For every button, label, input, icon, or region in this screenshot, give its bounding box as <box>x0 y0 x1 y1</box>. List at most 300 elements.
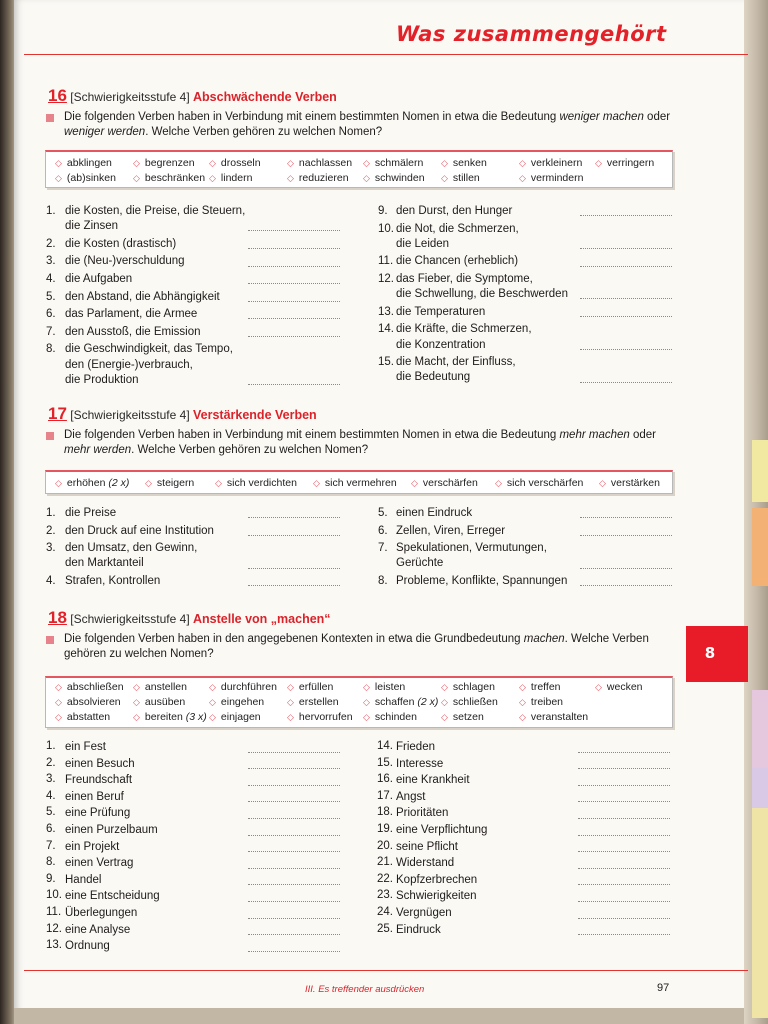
item-number: 8. <box>46 856 56 869</box>
edge-tab-yellow <box>752 440 768 502</box>
item-number: 5. <box>46 806 56 819</box>
item-text: die Aufgaben <box>65 273 133 285</box>
item-text: eine Analyse <box>65 923 131 936</box>
instruction-text: Die folgenden Verben haben in den angegebenen Kontexten in etwa die Grundbedeutung machen. Welche Verben gehören zu welchen Nomen? <box>64 633 649 660</box>
diamond-bullet-icon: ◇ <box>363 173 370 183</box>
list-item <box>378 322 672 352</box>
list-item <box>377 805 670 822</box>
word-option: ◇ sich verschärfen <box>495 477 584 489</box>
item-text: das Parlament, die Armee <box>65 308 198 321</box>
exercise-heading <box>48 404 317 424</box>
chapter-number: 8 <box>704 644 716 662</box>
answer-blank[interactable] <box>580 516 672 518</box>
list-item <box>46 922 340 939</box>
answer-blank[interactable] <box>578 800 670 802</box>
diamond-bullet-icon: ◇ <box>133 697 140 707</box>
answer-blank[interactable] <box>580 297 672 299</box>
answer-blank[interactable] <box>578 817 670 819</box>
item-text: den Ausstoß, die Emission <box>65 325 201 338</box>
diamond-bullet-icon: ◇ <box>441 697 448 707</box>
word-option: ◇ abklingen <box>55 157 112 169</box>
edge-tab-pink <box>752 690 768 768</box>
answer-blank[interactable] <box>578 883 670 885</box>
item-number: 10. <box>378 222 394 235</box>
item-number: 11. <box>378 255 394 268</box>
diamond-bullet-icon: ◇ <box>55 682 62 692</box>
footer-section-title: III. Es treffender ausdrücken <box>305 984 425 995</box>
list-item <box>46 237 340 252</box>
diamond-bullet-icon: ◇ <box>595 158 602 168</box>
item-number: 7. <box>378 542 388 555</box>
diamond-bullet-icon: ◇ <box>363 697 370 707</box>
list-item <box>46 739 340 756</box>
item-text: Zellen, Viren, Erreger <box>396 524 506 537</box>
item-number: 8. <box>378 575 388 587</box>
answer-blank[interactable] <box>248 584 340 586</box>
item-number: 3. <box>46 773 56 786</box>
item-number: 1. <box>46 740 56 752</box>
diamond-bullet-icon: ◇ <box>55 712 62 722</box>
list-item <box>46 524 340 539</box>
item-number: 10. <box>46 889 62 902</box>
list-item <box>378 355 672 385</box>
diamond-bullet-icon: ◇ <box>495 478 502 488</box>
word-option: ◇ verstärken <box>599 477 660 489</box>
list-item <box>377 739 670 756</box>
word-option: ◇ schaffen (2 x) <box>363 696 439 708</box>
item-number: 2. <box>46 756 56 769</box>
answer-blank[interactable] <box>578 867 670 869</box>
diamond-bullet-icon: ◇ <box>519 682 526 692</box>
item-number: 15. <box>378 356 394 369</box>
list-item <box>378 574 672 589</box>
item-text: Prioritäten <box>396 807 449 820</box>
word-option: ◇ leisten <box>363 681 406 693</box>
item-text: Probleme, Konflikte, Spannungen <box>396 575 568 587</box>
item-text: Kopfzerbrechen <box>396 873 478 886</box>
list-item <box>46 905 340 922</box>
diamond-bullet-icon: ◇ <box>133 173 140 183</box>
list-item <box>46 325 340 340</box>
item-number: 3. <box>46 542 56 555</box>
header-rule <box>24 54 748 55</box>
item-number: 5. <box>46 290 56 303</box>
answer-blank[interactable] <box>248 900 340 902</box>
answer-blank[interactable] <box>578 917 670 919</box>
exercise-number: 18 <box>48 608 67 627</box>
item-text: seine Pflicht <box>396 840 459 853</box>
word-option: ◇ (ab)sinken <box>55 172 116 184</box>
word-option: ◇ begrenzen <box>133 157 195 169</box>
item-text: Widerstand <box>396 857 455 870</box>
diamond-bullet-icon: ◇ <box>411 478 418 488</box>
list-item <box>46 506 340 521</box>
footer-rule <box>24 970 748 971</box>
chapter-tab <box>686 626 748 682</box>
word-option: ◇ verringern <box>595 157 655 169</box>
word-option: ◇ durchführen <box>209 681 277 693</box>
answer-blank[interactable] <box>578 767 670 769</box>
diamond-bullet-icon: ◇ <box>287 173 294 183</box>
list-item <box>46 756 340 773</box>
item-text: eine Krankheit <box>396 774 470 787</box>
answer-blank[interactable] <box>580 381 672 383</box>
item-text: ein Projekt <box>65 840 120 853</box>
item-text: Strafen, Kontrollen <box>65 575 161 587</box>
list-item <box>378 204 672 219</box>
answer-blank[interactable] <box>580 567 672 569</box>
item-text: eine Prüfung <box>65 807 131 820</box>
item-text: Schwierigkeiten <box>396 890 477 903</box>
item-text: die Chancen (erheblich) <box>396 255 519 268</box>
answer-blank[interactable] <box>248 933 340 935</box>
list-item <box>46 541 340 571</box>
item-number: 4. <box>46 273 56 285</box>
word-option: ◇ anstellen <box>133 681 187 693</box>
list-item <box>377 756 670 773</box>
square-bullet-icon <box>46 114 54 122</box>
item-text: einen Vertrag <box>65 857 134 870</box>
diamond-bullet-icon: ◇ <box>209 682 216 692</box>
item-number: 3. <box>46 255 56 268</box>
item-text: Spekulationen, Vermutungen, Gerüchte <box>396 542 547 570</box>
answer-blank[interactable] <box>580 247 672 249</box>
word-option: ◇ schinden <box>363 711 417 723</box>
item-number: 14. <box>378 323 394 336</box>
word-option: ◇ bereiten (3 x) <box>133 711 207 723</box>
word-option: ◇ schlagen <box>441 681 495 693</box>
item-number: 9. <box>46 872 56 885</box>
item-number: 4. <box>46 789 56 802</box>
item-text: einen Besuch <box>65 757 135 770</box>
list-item <box>46 290 340 305</box>
edge-tab-lavender <box>752 768 768 808</box>
answer-blank[interactable] <box>580 348 672 350</box>
list-item <box>46 839 340 856</box>
diamond-bullet-icon: ◇ <box>519 173 526 183</box>
diamond-bullet-icon: ◇ <box>55 173 62 183</box>
list-item <box>46 938 340 955</box>
item-text: die Kosten (drastisch) <box>65 237 177 250</box>
item-number: 20. <box>377 839 393 852</box>
item-text: die Kosten, die Preise, die Steuern, die Zinsen <box>65 205 246 233</box>
diamond-bullet-icon: ◇ <box>287 712 294 722</box>
item-text: die Macht, der Einfluss, die Bedeutung <box>396 356 516 384</box>
word-option: ◇ steigern <box>145 477 195 489</box>
square-bullet-icon <box>46 636 54 644</box>
item-number: 14. <box>377 740 393 752</box>
diamond-bullet-icon: ◇ <box>55 697 62 707</box>
item-number: 7. <box>46 325 56 338</box>
word-option: ◇ lindern <box>209 172 253 184</box>
list-item <box>378 524 672 539</box>
word-option: ◇ reduzieren <box>287 172 349 184</box>
item-text: den Umsatz, den Gewinn, den Marktanteil <box>65 542 198 570</box>
item-number: 12. <box>46 922 62 935</box>
answer-blank[interactable] <box>580 534 672 536</box>
word-option: ◇ sich vermehren <box>313 477 397 489</box>
item-number: 23. <box>377 889 393 902</box>
word-option: ◇ schwinden <box>363 172 425 184</box>
diamond-bullet-icon: ◇ <box>441 682 448 692</box>
word-option: ◇ stillen <box>441 172 480 184</box>
answer-blank[interactable] <box>248 567 340 569</box>
word-option: ◇ erstellen <box>287 696 339 708</box>
square-bullet-icon <box>46 432 54 440</box>
page-bottom-edge <box>14 1008 752 1024</box>
item-text: den Druck auf eine Institution <box>65 524 214 537</box>
answer-blank[interactable] <box>248 282 340 284</box>
exercise-instruction <box>46 632 686 664</box>
list-item <box>378 305 672 320</box>
answer-blank[interactable] <box>248 917 340 919</box>
item-number: 11. <box>46 906 62 918</box>
word-option: ◇ beschränken <box>133 172 206 184</box>
item-text: einen Beruf <box>65 790 124 803</box>
diamond-bullet-icon: ◇ <box>519 158 526 168</box>
answer-blank[interactable] <box>248 265 340 267</box>
answer-blank[interactable] <box>248 229 340 231</box>
list-item <box>377 922 670 939</box>
word-option: ◇ erhöhen (2 x) <box>55 477 130 489</box>
answer-blank[interactable] <box>248 383 340 385</box>
item-text: eine Entscheidung <box>65 890 160 903</box>
item-number: 16. <box>377 773 393 786</box>
answer-blank[interactable] <box>248 883 340 885</box>
diamond-bullet-icon: ◇ <box>215 478 222 488</box>
item-text: die (Neu-)verschuldung <box>65 255 185 268</box>
list-item <box>46 772 340 789</box>
item-number: 24. <box>377 906 393 918</box>
list-item <box>378 222 672 252</box>
answer-blank[interactable] <box>248 317 340 319</box>
item-number: 6. <box>378 524 388 537</box>
item-number: 5. <box>378 507 388 519</box>
answer-blank[interactable] <box>578 784 670 786</box>
answer-blank[interactable] <box>578 850 670 852</box>
diamond-bullet-icon: ◇ <box>441 173 448 183</box>
diamond-bullet-icon: ◇ <box>441 712 448 722</box>
item-number: 12. <box>378 273 394 285</box>
item-number: 25. <box>377 922 393 935</box>
answer-blank[interactable] <box>248 534 340 536</box>
exercise-topic: Abschwächende Verben <box>193 90 337 104</box>
item-text: Freundschaft <box>65 774 133 787</box>
item-text: einen Purzelbaum <box>65 824 158 836</box>
diamond-bullet-icon: ◇ <box>133 682 140 692</box>
item-text: die Not, die Schmerzen, die Leiden <box>396 222 519 250</box>
answer-blank[interactable] <box>580 214 672 216</box>
answer-blank[interactable] <box>248 516 340 518</box>
word-option: ◇ verschärfen <box>411 477 478 489</box>
edge-tab-orange <box>752 508 768 586</box>
diamond-bullet-icon: ◇ <box>313 478 320 488</box>
diamond-bullet-icon: ◇ <box>133 712 140 722</box>
item-number: 1. <box>46 507 56 519</box>
item-text: Vergnügen <box>396 907 452 919</box>
word-option: ◇ schließen <box>441 696 498 708</box>
list-item <box>46 342 340 388</box>
item-text: die Kräfte, die Schmerzen, die Konzentration <box>396 323 532 351</box>
instruction-text: Die folgenden Verben haben in Verbindung mit einem bestimmten Nomen in etwa die Bedeutung weniger machen oder weniger werden. Welche Verben gehören zu welchen Nomen? <box>64 111 671 138</box>
item-text: die Temperaturen <box>396 305 486 318</box>
item-text: Frieden <box>396 741 435 753</box>
list-item <box>377 905 670 922</box>
item-text: Interesse <box>396 757 444 770</box>
word-box <box>45 470 673 494</box>
list-item <box>46 805 340 822</box>
diamond-bullet-icon: ◇ <box>55 158 62 168</box>
list-item <box>378 254 672 269</box>
list-item <box>377 822 670 839</box>
word-option: ◇ eingehen <box>209 696 265 708</box>
word-option: ◇ absolvieren <box>55 696 121 708</box>
exercise-topic: Anstelle von „machen“ <box>193 612 331 626</box>
item-number: 7. <box>46 839 56 852</box>
item-number: 2. <box>46 524 56 537</box>
item-number: 4. <box>46 575 56 587</box>
answer-blank[interactable] <box>578 751 670 753</box>
difficulty-level: [Schwierigkeitsstufe 4] <box>70 612 190 626</box>
diamond-bullet-icon: ◇ <box>519 712 526 722</box>
word-option: ◇ abschließen <box>55 681 124 693</box>
answer-blank[interactable] <box>248 247 340 249</box>
diamond-bullet-icon: ◇ <box>519 697 526 707</box>
diamond-bullet-icon: ◇ <box>287 682 294 692</box>
answer-blank[interactable] <box>248 300 340 302</box>
diamond-bullet-icon: ◇ <box>595 682 602 692</box>
item-text: einen Eindruck <box>396 507 473 519</box>
item-number: 18. <box>377 806 393 819</box>
item-text: Ordnung <box>65 940 110 953</box>
list-item <box>46 888 340 905</box>
item-number: 19. <box>377 823 393 835</box>
diamond-bullet-icon: ◇ <box>599 478 606 488</box>
diamond-bullet-icon: ◇ <box>363 682 370 692</box>
item-number: 8. <box>46 343 56 356</box>
item-number: 6. <box>46 823 56 835</box>
item-number: 15. <box>377 756 393 769</box>
diamond-bullet-icon: ◇ <box>55 478 62 488</box>
list-item <box>46 307 340 322</box>
item-number: 1. <box>46 205 56 217</box>
exercise-instruction <box>46 110 686 142</box>
diamond-bullet-icon: ◇ <box>209 712 216 722</box>
header-title: Was zusammengehört <box>396 22 667 46</box>
answer-blank[interactable] <box>248 850 340 852</box>
item-text: Handel <box>65 873 102 886</box>
item-text: Überlegungen <box>65 907 138 919</box>
word-option: ◇ drosseln <box>209 157 261 169</box>
item-number: 13. <box>378 305 394 318</box>
diamond-bullet-icon: ◇ <box>209 697 216 707</box>
answer-blank[interactable] <box>248 784 340 786</box>
exercise-topic: Verstärkende Verben <box>193 408 317 422</box>
item-text: Eindruck <box>396 923 441 936</box>
list-item <box>377 839 670 856</box>
word-option: ◇ schmälern <box>363 157 424 169</box>
answer-blank[interactable] <box>248 335 340 337</box>
diamond-bullet-icon: ◇ <box>287 697 294 707</box>
list-item <box>378 272 672 302</box>
diamond-bullet-icon: ◇ <box>209 158 216 168</box>
word-option: ◇ treffen <box>519 681 561 693</box>
item-number: 13. <box>46 939 62 952</box>
list-item <box>46 855 340 872</box>
answer-blank[interactable] <box>580 315 672 317</box>
item-text: Angst <box>396 790 426 803</box>
answer-blank[interactable] <box>580 584 672 586</box>
word-option: ◇ erfüllen <box>287 681 334 693</box>
answer-blank[interactable] <box>580 265 672 267</box>
answer-blank[interactable] <box>248 767 340 769</box>
answer-blank[interactable] <box>248 817 340 819</box>
instruction-text: Die folgenden Verben haben in Verbindung mit einem bestimmten Nomen in etwa die Bedeutung mehr machen oder mehr werden. Welche Verben gehören zu welchen Nomen? <box>64 429 656 456</box>
edge-tab-cream <box>752 808 768 1018</box>
list-item <box>46 872 340 889</box>
page-number: 97 <box>657 982 670 994</box>
word-option: ◇ senken <box>441 157 487 169</box>
item-text: die Preise <box>65 507 117 519</box>
list-item <box>377 888 670 905</box>
answer-blank[interactable] <box>248 751 340 753</box>
list-item <box>46 272 340 287</box>
word-option: ◇ abstatten <box>55 711 111 723</box>
list-item <box>378 506 672 521</box>
item-text: den Abstand, die Abhängigkeit <box>65 290 220 303</box>
difficulty-level: [Schwierigkeitsstufe 4] <box>70 408 190 422</box>
list-item <box>377 772 670 789</box>
list-item <box>46 822 340 839</box>
item-text: den Durst, den Hunger <box>396 205 513 217</box>
diamond-bullet-icon: ◇ <box>209 173 216 183</box>
exercise-number: 16 <box>48 86 67 105</box>
item-number: 9. <box>378 205 388 217</box>
diamond-bullet-icon: ◇ <box>363 712 370 722</box>
item-number: 6. <box>46 308 56 321</box>
answer-blank[interactable] <box>578 933 670 935</box>
item-text: eine Verpflichtung <box>396 824 488 836</box>
word-option: ◇ vermindern <box>519 172 584 184</box>
word-option: ◇ veranstalten <box>519 711 589 723</box>
answer-blank[interactable] <box>578 834 670 836</box>
answer-blank[interactable] <box>248 950 340 952</box>
diamond-bullet-icon: ◇ <box>133 158 140 168</box>
diamond-bullet-icon: ◇ <box>441 158 448 168</box>
item-number: 2. <box>46 237 56 250</box>
answer-blank[interactable] <box>578 900 670 902</box>
answer-blank[interactable] <box>248 834 340 836</box>
word-option: ◇ einjagen <box>209 711 261 723</box>
answer-blank[interactable] <box>248 800 340 802</box>
word-box <box>45 676 673 728</box>
diamond-bullet-icon: ◇ <box>363 158 370 168</box>
exercise-number: 17 <box>48 404 67 423</box>
list-item <box>378 541 672 571</box>
answer-blank[interactable] <box>248 867 340 869</box>
diamond-bullet-icon: ◇ <box>145 478 152 488</box>
word-option: ◇ hervorrufen <box>287 711 353 723</box>
item-text: ein Fest <box>65 741 106 753</box>
word-option: ◇ verkleinern <box>519 157 583 169</box>
list-item <box>377 872 670 889</box>
word-option: ◇ ausüben <box>133 696 186 708</box>
list-item <box>377 855 670 872</box>
list-item <box>46 204 340 234</box>
item-number: 21. <box>377 856 393 869</box>
word-option: ◇ sich verdichten <box>215 477 297 489</box>
diamond-bullet-icon: ◇ <box>287 158 294 168</box>
